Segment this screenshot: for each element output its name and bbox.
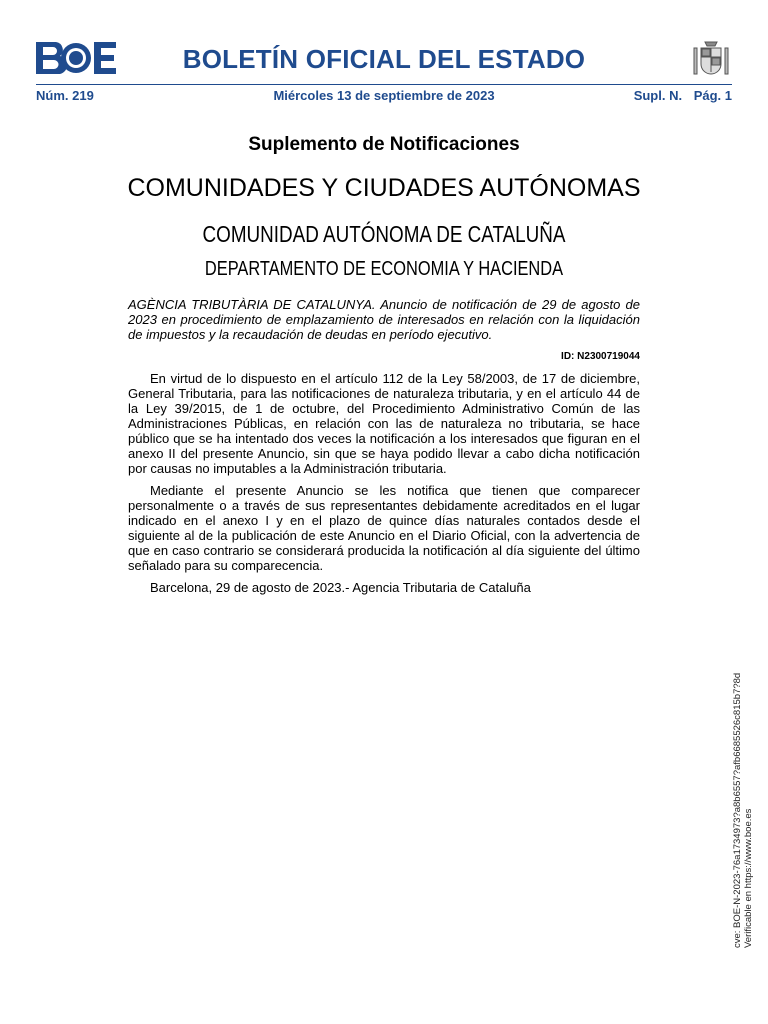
announcement-title: AGÈNCIA TRIBUTÀRIA DE CATALUNYA. Anuncio de notificación de 29 de agosto de 2023 en procedimiento de emplazamiento de interesados en relación con la liquidación de impuestos y la recaudación de deudas en período ejecutivo.: [128, 297, 640, 342]
issue-number: Núm. 219: [36, 88, 94, 103]
signature-line: Barcelona, 29 de agosto de 2023.- Agencia Tributaria de Cataluña: [150, 580, 531, 595]
page-info: [634, 88, 732, 103]
coat-of-arms-icon: [690, 38, 732, 80]
boe-logo: [36, 42, 116, 74]
publication-title: BOLETÍN OFICIAL DEL ESTADO: [182, 44, 586, 74]
subsection-title: COMUNIDAD AUTÓNOMA DE CATALUÑA: [202, 221, 566, 247]
issue-date: Miércoles 13 de septiembre de 2023: [273, 88, 495, 103]
announcement-body: [128, 297, 640, 602]
section-title: COMUNIDADES Y CIUDADES AUTÓNOMAS: [127, 174, 641, 202]
cve-code: cve: BOE-N-2023-76a1734973?a8b6557?afb6685526c815b7?8d: [732, 672, 743, 948]
page-number: Pág. 1: [693, 88, 732, 103]
department-title: DEPARTAMENTO DE ECONOMIA Y HACIENDA: [204, 258, 564, 280]
announcement-id: ID: N2300719044: [561, 351, 640, 362]
verification-block: [732, 673, 754, 948]
header-divider: [36, 84, 732, 85]
paragraph-1: En virtud de lo dispuesto en el artículo 112 de la Ley 58/2003, de 17 de diciembre, General Tributaria, para las notificaciones de naturaleza tributaria, y en el artículo 44 de la Ley 39/2015, de 1 de octubre, del Procedimiento Administrativo Común de las Administraciones Públicas, en relación con las de naturaleza no tributaria, se hace público que se ha intentado dos veces la notificación a los interesados que figuran en el anexo II del presente Anuncio, sin que se haya podido llevar a cabo dicha notificación por causas no imputables a la Administración tributaria.: [128, 371, 640, 476]
paragraph-2: Mediante el presente Anuncio se les notifica que tienen que comparecer personalmente o a través de sus representantes debidamente acreditados en el lugar indicado en el anexo I y en el plazo de quince días naturales contados desde el siguiente al de la publicación de este Anuncio en el Diario Oficial, con la advertencia de que en caso contrario se considerará producida la notificación al día siguiente del último señalado para su comparecencia.: [128, 483, 640, 573]
supplement-label: Supl. N.: [633, 88, 683, 103]
supplement-title: Suplemento de Notificaciones: [248, 134, 520, 155]
verification-url[interactable]: Verificable en https://www.boe.es: [743, 808, 754, 948]
